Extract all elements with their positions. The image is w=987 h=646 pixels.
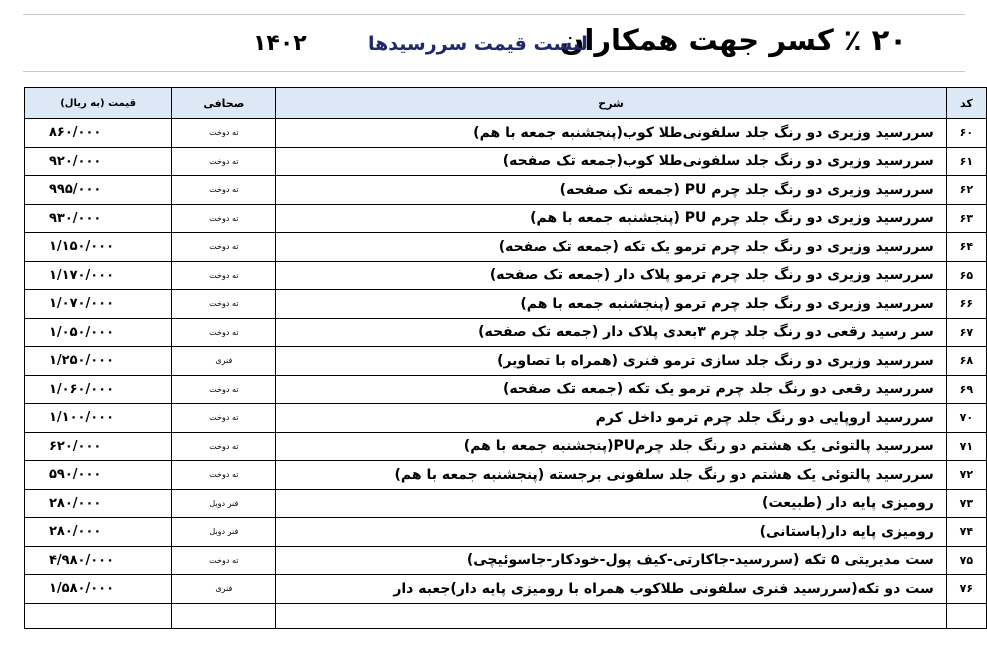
row-binding: ته دوخت	[172, 176, 276, 205]
row-code: ۶۵	[946, 261, 986, 290]
row-description: ست مدیریتی ۵ تکه (سررسید-جاکارتی-کیف پول-خودکار-جاسوئیچی)	[276, 546, 946, 575]
row-description: سررسید اروپایی دو رنگ جلد چرم ترمو داخل کرم	[276, 404, 946, 433]
table-row	[25, 261, 987, 290]
row-price: ۱/۱۰۰/۰۰۰	[25, 404, 172, 433]
row-code: ۶۸	[946, 347, 986, 376]
price-list-subtitle: لیست قیمت سررسیدها	[368, 33, 588, 55]
table-row	[25, 518, 987, 547]
row-binding: ته دوخت	[172, 204, 276, 233]
row-binding: فنر دوبل	[172, 489, 276, 518]
row-price: ۱/۰۵۰/۰۰۰	[25, 318, 172, 347]
table-row	[25, 432, 987, 461]
row-binding: ته دوخت	[172, 290, 276, 319]
page-header	[23, 14, 965, 72]
row-description: سررسید وزیری دو رنگ جلد چرم ترمو (پنجشنبه جمعه با هم)	[276, 290, 946, 319]
row-code: ۶۰	[946, 119, 986, 148]
row-code: ۶۳	[946, 204, 986, 233]
row-code: ۶۶	[946, 290, 986, 319]
row-code: ۷۲	[946, 461, 986, 490]
table-row	[25, 461, 987, 490]
table-row	[25, 404, 987, 433]
empty-cell	[946, 603, 986, 628]
row-binding: ته دوخت	[172, 147, 276, 176]
column-header-code: کد	[946, 88, 986, 119]
row-code: ۷۶	[946, 575, 986, 604]
row-binding: ته دوخت	[172, 318, 276, 347]
row-price: ۱/۱۵۰/۰۰۰	[25, 233, 172, 262]
row-description: رومیزی پایه دار(باستانی)	[276, 518, 946, 547]
row-binding: ته دوخت	[172, 261, 276, 290]
table-row	[25, 575, 987, 604]
row-binding: ته دوخت	[172, 375, 276, 404]
row-price: ۲۸۰/۰۰۰	[25, 489, 172, 518]
row-description: سررسید وزیری دو رنگ جلد سازی ترمو فنری (همراه با تصاویر)	[276, 347, 946, 376]
row-price: ۱/۱۷۰/۰۰۰	[25, 261, 172, 290]
row-code: ۷۰	[946, 404, 986, 433]
row-price: ۱/۵۸۰/۰۰۰	[25, 575, 172, 604]
table-header-row	[25, 88, 987, 119]
row-price: ۵۹۰/۰۰۰	[25, 461, 172, 490]
column-header-binding: صحافی	[172, 88, 276, 119]
row-binding: ته دوخت	[172, 546, 276, 575]
row-description: سر رسید رقعی دو رنگ جلد چرم ۳بعدی پلاک دار (جمعه تک صفحه)	[276, 318, 946, 347]
row-code: ۶۷	[946, 318, 986, 347]
table-row	[25, 204, 987, 233]
row-price: ۱/۰۶۰/۰۰۰	[25, 375, 172, 404]
empty-cell	[25, 603, 172, 628]
row-price: ۱/۲۵۰/۰۰۰	[25, 347, 172, 376]
table-row	[25, 147, 987, 176]
table-row	[25, 489, 987, 518]
row-price: ۴/۹۸۰/۰۰۰	[25, 546, 172, 575]
row-description: سررسید رقعی دو رنگ جلد چرم ترمو یک تکه (جمعه تک صفحه)	[276, 375, 946, 404]
row-code: ۷۱	[946, 432, 986, 461]
column-header-price: قیمت (به ریال)	[25, 88, 172, 119]
row-binding: ته دوخت	[172, 432, 276, 461]
empty-cell	[276, 603, 946, 628]
row-price: ۹۲۰/۰۰۰	[25, 147, 172, 176]
row-description: سررسید وزیری دو رنگ جلد چرم ترمو یک تکه (جمعه تک صفحه)	[276, 233, 946, 262]
row-price: ۹۹۵/۰۰۰	[25, 176, 172, 205]
row-description: سررسید وزیری دو رنگ جلد چرم PU (پنجشنبه جمعه با هم)	[276, 204, 946, 233]
table-row	[25, 119, 987, 148]
row-price: ۱/۰۷۰/۰۰۰	[25, 290, 172, 319]
row-code: ۷۳	[946, 489, 986, 518]
row-code: ۷۵	[946, 546, 986, 575]
row-binding: فنری	[172, 347, 276, 376]
column-header-description: شرح	[276, 88, 946, 119]
row-code: ۷۴	[946, 518, 986, 547]
row-description: سررسید وزیری دو رنگ جلد چرم ترمو پلاک دار (جمعه تک صفحه)	[276, 261, 946, 290]
empty-table-row	[25, 603, 987, 628]
table-row	[25, 546, 987, 575]
row-description: سررسید وزیری دو رنگ جلد سلفونی‌طلا کوب(جمعه تک صفحه)	[276, 147, 946, 176]
row-binding: ته دوخت	[172, 461, 276, 490]
row-price: ۹۳۰/۰۰۰	[25, 204, 172, 233]
row-description: سررسید پالتوئی یک هشتم دو رنگ جلد سلفونی برجسته (پنجشنبه جمعه با هم)	[276, 461, 946, 490]
row-code: ۶۱	[946, 147, 986, 176]
row-price: ۸۶۰/۰۰۰	[25, 119, 172, 148]
row-price: ۶۲۰/۰۰۰	[25, 432, 172, 461]
table-row	[25, 347, 987, 376]
row-binding: ته دوخت	[172, 233, 276, 262]
row-description: رومیزی پایه دار (طبیعت)	[276, 489, 946, 518]
row-binding: فنر دوبل	[172, 518, 276, 547]
table-row	[25, 375, 987, 404]
year-label: ۱۴۰۲	[253, 31, 307, 56]
row-code: ۶۹	[946, 375, 986, 404]
row-description: سررسید وزیری دو رنگ جلد سلفونی‌طلا کوب(پنجشنبه جمعه با هم)	[276, 119, 946, 148]
table-row	[25, 290, 987, 319]
row-description: سررسید پالتوئی یک هشتم دو رنگ جلد چرمPU(پنجشنبه جمعه با هم)	[276, 432, 946, 461]
row-binding: ته دوخت	[172, 404, 276, 433]
row-description: ست دو تکه(سررسید فنری سلفونی طلاکوب همراه با رومیزی پایه دار)جعبه دار	[276, 575, 946, 604]
row-code: ۶۲	[946, 176, 986, 205]
row-binding: فنری	[172, 575, 276, 604]
table-row	[25, 233, 987, 262]
table-row	[25, 318, 987, 347]
row-price: ۲۸۰/۰۰۰	[25, 518, 172, 547]
empty-cell	[172, 603, 276, 628]
row-code: ۶۴	[946, 233, 986, 262]
row-description: سررسید وزیری دو رنگ جلد چرم PU (جمعه تک صفحه)	[276, 176, 946, 205]
row-binding: ته دوخت	[172, 119, 276, 148]
price-table	[24, 87, 987, 629]
table-row	[25, 176, 987, 205]
discount-title: ۲۰ ٪ کسر جهت همکاران	[559, 23, 907, 57]
